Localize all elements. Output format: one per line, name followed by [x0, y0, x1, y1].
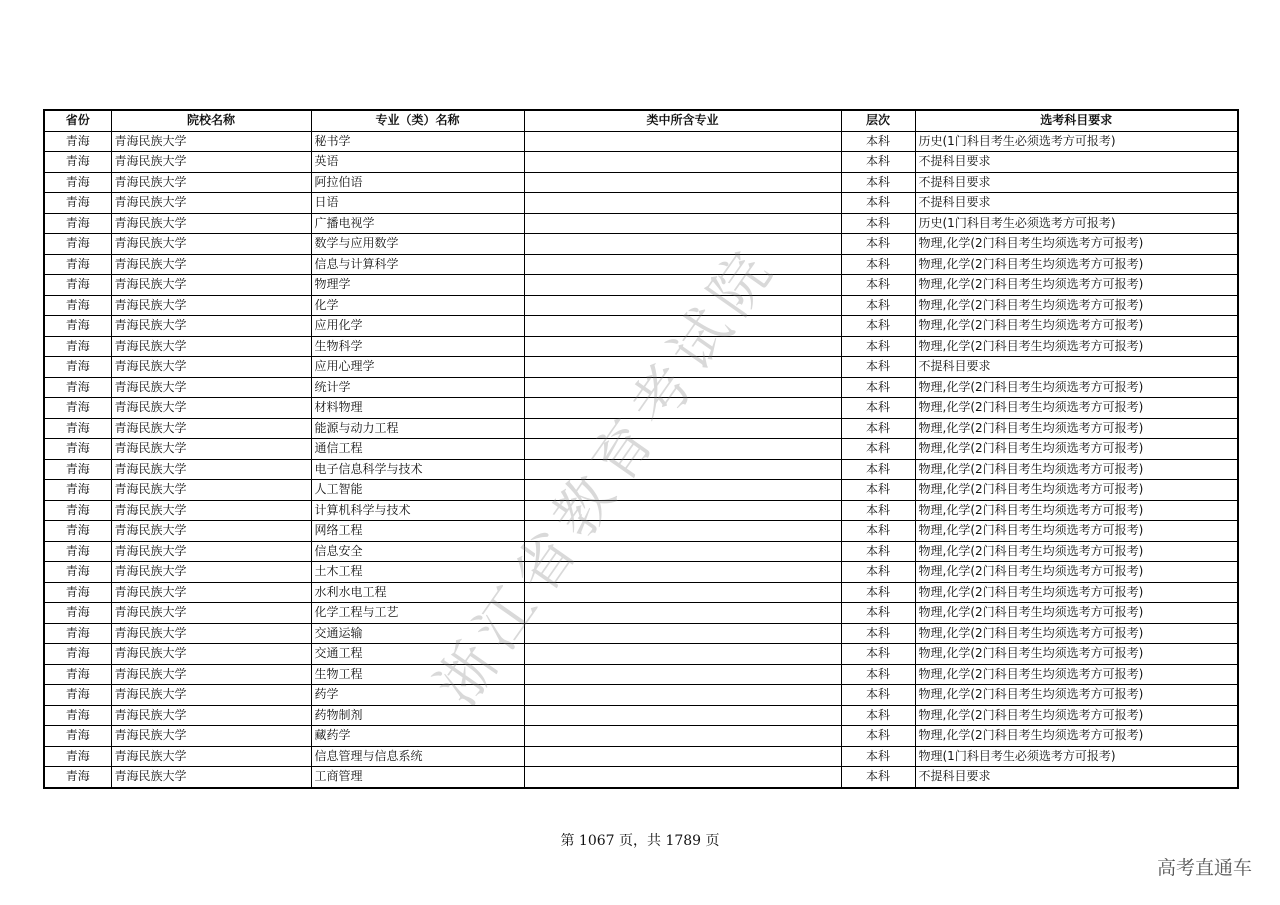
cell-province: 青海: [44, 295, 111, 316]
cell-school-name: 青海民族大学: [111, 500, 311, 521]
cell-school-name: 青海民族大学: [111, 152, 311, 173]
cell-school-name: 青海民族大学: [111, 336, 311, 357]
cell-included-majors: [524, 172, 841, 193]
cell-province: 青海: [44, 521, 111, 542]
cell-province: 青海: [44, 172, 111, 193]
cell-major-name: 信息管理与信息系统: [311, 746, 524, 767]
table-row: [44, 234, 1238, 255]
cell-province: 青海: [44, 439, 111, 460]
cell-level: 本科: [841, 439, 915, 460]
cell-major-name: 信息安全: [311, 541, 524, 562]
cell-included-majors: [524, 275, 841, 296]
cell-school-name: 青海民族大学: [111, 603, 311, 624]
cell-included-majors: [524, 746, 841, 767]
cell-level: 本科: [841, 234, 915, 255]
table-row: [44, 439, 1238, 460]
cell-province: 青海: [44, 603, 111, 624]
cell-school-name: 青海民族大学: [111, 746, 311, 767]
cell-province: 青海: [44, 131, 111, 152]
cell-level: 本科: [841, 603, 915, 624]
table-row: [44, 213, 1238, 234]
cell-province: 青海: [44, 193, 111, 214]
cell-province: 青海: [44, 152, 111, 173]
cell-major-name: 化学工程与工艺: [311, 603, 524, 624]
cell-province: 青海: [44, 767, 111, 788]
cell-province: 青海: [44, 398, 111, 419]
cell-school-name: 青海民族大学: [111, 357, 311, 378]
cell-subject-requirements: 物理,化学(2门科目考生均须选考方可报考): [915, 705, 1238, 726]
header-level: 层次: [841, 110, 915, 131]
table-row: [44, 336, 1238, 357]
cell-included-majors: [524, 705, 841, 726]
header-province: 省份: [44, 110, 111, 131]
cell-subject-requirements: 物理,化学(2门科目考生均须选考方可报考): [915, 685, 1238, 706]
cell-level: 本科: [841, 418, 915, 439]
cell-major-name: 数学与应用数学: [311, 234, 524, 255]
table-row: [44, 767, 1238, 788]
cell-included-majors: [524, 459, 841, 480]
cell-level: 本科: [841, 726, 915, 747]
cell-level: 本科: [841, 746, 915, 767]
cell-school-name: 青海民族大学: [111, 705, 311, 726]
cell-included-majors: [524, 623, 841, 644]
cell-included-majors: [524, 726, 841, 747]
header-school-name: 院校名称: [111, 110, 311, 131]
cell-level: 本科: [841, 705, 915, 726]
cell-major-name: 物理学: [311, 275, 524, 296]
cell-level: 本科: [841, 377, 915, 398]
header-major-name: 专业（类）名称: [311, 110, 524, 131]
table-row: [44, 275, 1238, 296]
cell-included-majors: [524, 541, 841, 562]
cell-subject-requirements: 物理,化学(2门科目考生均须选考方可报考): [915, 418, 1238, 439]
cell-province: 青海: [44, 623, 111, 644]
table-row: [44, 398, 1238, 419]
cell-school-name: 青海民族大学: [111, 398, 311, 419]
cell-included-majors: [524, 644, 841, 665]
table-row: [44, 521, 1238, 542]
table-row: [44, 603, 1238, 624]
cell-school-name: 青海民族大学: [111, 767, 311, 788]
cell-school-name: 青海民族大学: [111, 664, 311, 685]
cell-included-majors: [524, 603, 841, 624]
cell-subject-requirements: 物理,化学(2门科目考生均须选考方可报考): [915, 377, 1238, 398]
cell-school-name: 青海民族大学: [111, 213, 311, 234]
table-row: [44, 582, 1238, 603]
cell-major-name: 药物制剂: [311, 705, 524, 726]
cell-major-name: 生物科学: [311, 336, 524, 357]
cell-province: 青海: [44, 336, 111, 357]
cell-school-name: 青海民族大学: [111, 459, 311, 480]
cell-school-name: 青海民族大学: [111, 377, 311, 398]
cell-included-majors: [524, 767, 841, 788]
cell-major-name: 交通运输: [311, 623, 524, 644]
cell-subject-requirements: 不提科目要求: [915, 193, 1238, 214]
cell-subject-requirements: 物理,化学(2门科目考生均须选考方可报考): [915, 439, 1238, 460]
cell-school-name: 青海民族大学: [111, 623, 311, 644]
table-row: [44, 541, 1238, 562]
cell-school-name: 青海民族大学: [111, 644, 311, 665]
cell-major-name: 电子信息科学与技术: [311, 459, 524, 480]
cell-province: 青海: [44, 644, 111, 665]
cell-major-name: 网络工程: [311, 521, 524, 542]
cell-major-name: 日语: [311, 193, 524, 214]
cell-level: 本科: [841, 316, 915, 337]
cell-province: 青海: [44, 541, 111, 562]
cell-school-name: 青海民族大学: [111, 316, 311, 337]
table-row: [44, 418, 1238, 439]
cell-included-majors: [524, 398, 841, 419]
cell-subject-requirements: 不提科目要求: [915, 152, 1238, 173]
table-row: [44, 746, 1238, 767]
cell-province: 青海: [44, 582, 111, 603]
cell-included-majors: [524, 500, 841, 521]
cell-school-name: 青海民族大学: [111, 131, 311, 152]
cell-school-name: 青海民族大学: [111, 193, 311, 214]
table-row: [44, 131, 1238, 152]
cell-province: 青海: [44, 480, 111, 501]
cell-province: 青海: [44, 726, 111, 747]
cell-subject-requirements: 物理,化学(2门科目考生均须选考方可报考): [915, 480, 1238, 501]
cell-school-name: 青海民族大学: [111, 418, 311, 439]
cell-school-name: 青海民族大学: [111, 439, 311, 460]
cell-level: 本科: [841, 295, 915, 316]
cell-major-name: 通信工程: [311, 439, 524, 460]
cell-level: 本科: [841, 644, 915, 665]
cell-subject-requirements: 物理,化学(2门科目考生均须选考方可报考): [915, 521, 1238, 542]
cell-province: 青海: [44, 254, 111, 275]
cell-level: 本科: [841, 562, 915, 583]
cell-major-name: 工商管理: [311, 767, 524, 788]
cell-level: 本科: [841, 213, 915, 234]
cell-major-name: 应用化学: [311, 316, 524, 337]
cell-included-majors: [524, 234, 841, 255]
cell-province: 青海: [44, 213, 111, 234]
cell-subject-requirements: 物理,化学(2门科目考生均须选考方可报考): [915, 316, 1238, 337]
cell-province: 青海: [44, 685, 111, 706]
table-row: [44, 726, 1238, 747]
cell-level: 本科: [841, 172, 915, 193]
cell-level: 本科: [841, 254, 915, 275]
cell-school-name: 青海民族大学: [111, 234, 311, 255]
cell-province: 青海: [44, 357, 111, 378]
cell-school-name: 青海民族大学: [111, 275, 311, 296]
cell-subject-requirements: 物理,化学(2门科目考生均须选考方可报考): [915, 582, 1238, 603]
cell-major-name: 药学: [311, 685, 524, 706]
table-row: [44, 295, 1238, 316]
cell-subject-requirements: 不提科目要求: [915, 357, 1238, 378]
cell-school-name: 青海民族大学: [111, 172, 311, 193]
cell-level: 本科: [841, 193, 915, 214]
cell-subject-requirements: 物理(1门科目考生必须选考方可报考): [915, 746, 1238, 767]
table-row: [44, 357, 1238, 378]
cell-subject-requirements: 物理,化学(2门科目考生均须选考方可报考): [915, 623, 1238, 644]
cell-included-majors: [524, 254, 841, 275]
cell-subject-requirements: 物理,化学(2门科目考生均须选考方可报考): [915, 295, 1238, 316]
cell-included-majors: [524, 664, 841, 685]
table-row: [44, 172, 1238, 193]
cell-major-name: 能源与动力工程: [311, 418, 524, 439]
cell-level: 本科: [841, 275, 915, 296]
cell-subject-requirements: 物理,化学(2门科目考生均须选考方可报考): [915, 726, 1238, 747]
cell-major-name: 英语: [311, 152, 524, 173]
cell-subject-requirements: 物理,化学(2门科目考生均须选考方可报考): [915, 275, 1238, 296]
table-body: [44, 131, 1238, 788]
cell-included-majors: [524, 685, 841, 706]
admission-requirements-table: [43, 109, 1239, 789]
cell-province: 青海: [44, 418, 111, 439]
header-included-majors: 类中所含专业: [524, 110, 841, 131]
cell-level: 本科: [841, 767, 915, 788]
cell-school-name: 青海民族大学: [111, 726, 311, 747]
cell-major-name: 交通工程: [311, 644, 524, 665]
cell-subject-requirements: 历史(1门科目考生必须选考方可报考): [915, 131, 1238, 152]
cell-level: 本科: [841, 664, 915, 685]
cell-included-majors: [524, 439, 841, 460]
cell-school-name: 青海民族大学: [111, 254, 311, 275]
cell-level: 本科: [841, 582, 915, 603]
table-row: [44, 500, 1238, 521]
cell-included-majors: [524, 193, 841, 214]
cell-major-name: 阿拉伯语: [311, 172, 524, 193]
cell-subject-requirements: 不提科目要求: [915, 767, 1238, 788]
cell-subject-requirements: 物理,化学(2门科目考生均须选考方可报考): [915, 398, 1238, 419]
cell-major-name: 生物工程: [311, 664, 524, 685]
cell-major-name: 信息与计算科学: [311, 254, 524, 275]
cell-major-name: 统计学: [311, 377, 524, 398]
cell-level: 本科: [841, 500, 915, 521]
cell-school-name: 青海民族大学: [111, 685, 311, 706]
cell-major-name: 应用心理学: [311, 357, 524, 378]
table-row: [44, 480, 1238, 501]
table-row: [44, 562, 1238, 583]
table-row: [44, 459, 1238, 480]
table-row: [44, 254, 1238, 275]
cell-subject-requirements: 历史(1门科目考生必须选考方可报考): [915, 213, 1238, 234]
cell-level: 本科: [841, 336, 915, 357]
table-row: [44, 193, 1238, 214]
cell-major-name: 材料物理: [311, 398, 524, 419]
cell-province: 青海: [44, 664, 111, 685]
cell-included-majors: [524, 418, 841, 439]
cell-included-majors: [524, 521, 841, 542]
cell-subject-requirements: 物理,化学(2门科目考生均须选考方可报考): [915, 603, 1238, 624]
cell-level: 本科: [841, 541, 915, 562]
cell-included-majors: [524, 357, 841, 378]
cell-major-name: 广播电视学: [311, 213, 524, 234]
cell-included-majors: [524, 152, 841, 173]
cell-subject-requirements: 物理,化学(2门科目考生均须选考方可报考): [915, 254, 1238, 275]
table-row: [44, 316, 1238, 337]
cell-level: 本科: [841, 152, 915, 173]
table-row: [44, 644, 1238, 665]
cell-school-name: 青海民族大学: [111, 562, 311, 583]
cell-school-name: 青海民族大学: [111, 521, 311, 542]
cell-included-majors: [524, 131, 841, 152]
cell-major-name: 人工智能: [311, 480, 524, 501]
cell-province: 青海: [44, 459, 111, 480]
cell-major-name: 水利水电工程: [311, 582, 524, 603]
cell-included-majors: [524, 336, 841, 357]
cell-school-name: 青海民族大学: [111, 582, 311, 603]
cell-level: 本科: [841, 623, 915, 644]
cell-subject-requirements: 不提科目要求: [915, 172, 1238, 193]
cell-subject-requirements: 物理,化学(2门科目考生均须选考方可报考): [915, 644, 1238, 665]
cell-province: 青海: [44, 500, 111, 521]
cell-level: 本科: [841, 357, 915, 378]
cell-province: 青海: [44, 316, 111, 337]
cell-school-name: 青海民族大学: [111, 541, 311, 562]
cell-province: 青海: [44, 377, 111, 398]
cell-subject-requirements: 物理,化学(2门科目考生均须选考方可报考): [915, 562, 1238, 583]
table-row: [44, 685, 1238, 706]
cell-school-name: 青海民族大学: [111, 480, 311, 501]
cell-included-majors: [524, 480, 841, 501]
cell-level: 本科: [841, 685, 915, 706]
table-header-row: [44, 110, 1238, 131]
cell-included-majors: [524, 582, 841, 603]
table-row: [44, 152, 1238, 173]
cell-included-majors: [524, 316, 841, 337]
cell-included-majors: [524, 295, 841, 316]
cell-subject-requirements: 物理,化学(2门科目考生均须选考方可报考): [915, 459, 1238, 480]
cell-included-majors: [524, 377, 841, 398]
cell-subject-requirements: 物理,化学(2门科目考生均须选考方可报考): [915, 500, 1238, 521]
cell-subject-requirements: 物理,化学(2门科目考生均须选考方可报考): [915, 234, 1238, 255]
cell-major-name: 计算机科学与技术: [311, 500, 524, 521]
cell-province: 青海: [44, 562, 111, 583]
table-row: [44, 623, 1238, 644]
cell-major-name: 化学: [311, 295, 524, 316]
cell-province: 青海: [44, 275, 111, 296]
table-row: [44, 705, 1238, 726]
cell-level: 本科: [841, 398, 915, 419]
cell-province: 青海: [44, 746, 111, 767]
watermark: 浙江省教育考试院: [422, 232, 790, 718]
cell-major-name: 藏药学: [311, 726, 524, 747]
cell-province: 青海: [44, 234, 111, 255]
cell-level: 本科: [841, 131, 915, 152]
cell-major-name: 秘书学: [311, 131, 524, 152]
cell-province: 青海: [44, 705, 111, 726]
admission-table-container: [43, 109, 1237, 789]
cell-subject-requirements: 物理,化学(2门科目考生均须选考方可报考): [915, 664, 1238, 685]
table-row: [44, 377, 1238, 398]
cell-subject-requirements: 物理,化学(2门科目考生均须选考方可报考): [915, 336, 1238, 357]
brand-logo-text: 高考直通车: [1156, 857, 1252, 879]
cell-major-name: 土木工程: [311, 562, 524, 583]
header-subject-requirements: 选考科目要求: [915, 110, 1238, 131]
cell-level: 本科: [841, 521, 915, 542]
cell-school-name: 青海民族大学: [111, 295, 311, 316]
cell-included-majors: [524, 213, 841, 234]
cell-included-majors: [524, 562, 841, 583]
table-row: [44, 664, 1238, 685]
page-footer-pagination: 第 1067 页，共 1789 页: [560, 833, 720, 849]
cell-subject-requirements: 物理,化学(2门科目考生均须选考方可报考): [915, 541, 1238, 562]
cell-level: 本科: [841, 459, 915, 480]
cell-level: 本科: [841, 480, 915, 501]
